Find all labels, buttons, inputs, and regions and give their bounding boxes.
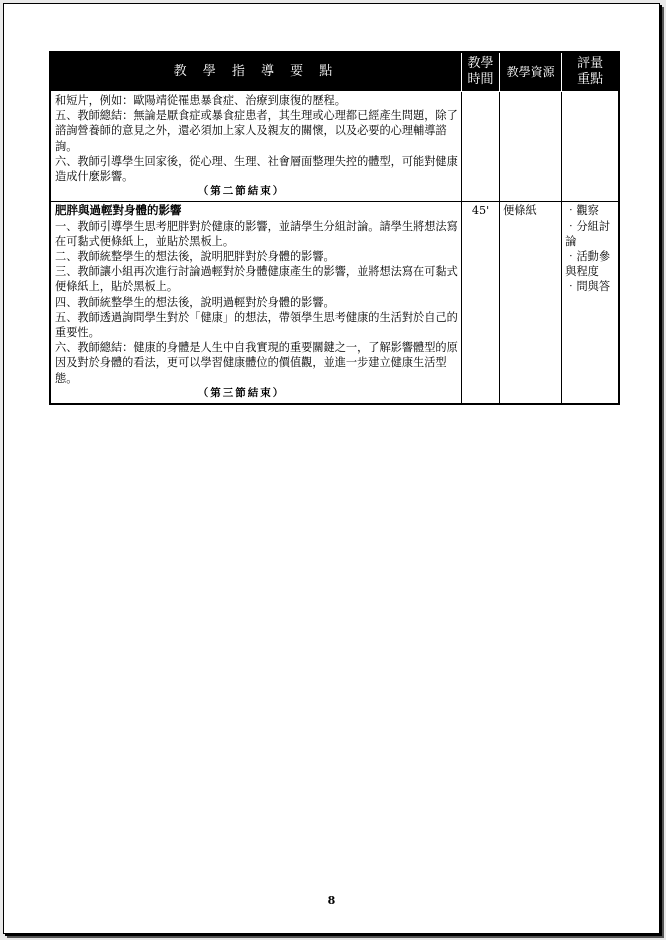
row2-time: 45' xyxy=(461,202,499,404)
eval-item: ‧觀察 xyxy=(565,204,599,218)
eval-item: ‧活動參與程度 xyxy=(565,250,611,279)
lesson-plan-table xyxy=(49,51,620,405)
row1-line-1: 和短片，例如：歐陽靖從罹患暴食症、治療到康復的歷程。 xyxy=(55,94,346,107)
table-row xyxy=(50,202,619,404)
row1-resource xyxy=(500,92,562,202)
row1-time xyxy=(461,92,499,202)
row2-line-3: 三、教師讓小組再次進行討論過輕對於身體健康產生的影響，並將想法寫在可黏式便條紙上，貼於黑板上。 xyxy=(55,265,458,294)
row1-eval xyxy=(562,92,619,202)
row2-line-6: 六、教師總結：健康的身體是人生中自我實現的重要關鍵之一，了解影響體型的原因及對於身體的看法，更可以學習健康體位的價值觀，並進一步建立健康生活型態。 xyxy=(55,341,458,385)
page-number: 8 xyxy=(327,894,336,907)
table-header-row xyxy=(50,52,619,92)
header-teaching-resources: 教學資源 xyxy=(500,52,562,92)
row2-line-5: 五、教師透過詢問學生對於「健康」的想法，帶領學生思考健康的生活對於自己的重要性。 xyxy=(55,310,458,340)
row1-content xyxy=(50,92,461,202)
section-title: 肥胖與過輕對身體的影響 xyxy=(55,203,182,218)
row2-line-4: 四、教師統整學生的想法後，說明過輕對於身體的影響。 xyxy=(55,295,335,309)
row2-line-1: 一、教師引導學生思考肥胖對於健康的影響，並請學生分組討論。請學生將想法寫在可黏式便條紙上，並貼於黑板上。 xyxy=(55,219,458,248)
header-teaching-points: 教 學 指 導 要 點 xyxy=(50,52,461,92)
row2-content xyxy=(50,202,461,404)
eval-item: ‧分組討論 xyxy=(565,219,611,248)
table-row xyxy=(50,92,619,202)
eval-item: ‧問與答 xyxy=(565,280,611,294)
header-teaching-time: 教學 時間 xyxy=(461,52,499,92)
section-end-mark: （第三節結束） xyxy=(197,386,286,399)
row2-line-2: 二、教師統整學生的想法後，說明肥胖對於身體的影響。 xyxy=(55,250,335,264)
row2-eval xyxy=(562,202,619,404)
header-assessment-focus: 評量 重點 xyxy=(562,52,619,92)
row1-line-2: 五、教師總結：無論是厭食症或暴食症患者，其生理或心理都已經產生問題，除了諮詢營養師的意見之外，還必須加上家人及親友的關懷，以及必要的心理輔導諮詢。 xyxy=(55,109,458,153)
row2-resource: 便條紙 xyxy=(500,202,562,404)
row1-line-3: 六、教師引導學生回家後，從心理、生理、社會層面整理失控的體型，可能對健康造成什麼影響。 xyxy=(55,154,458,184)
document-page xyxy=(3,3,660,934)
section-end-mark: （第二節結束） xyxy=(197,185,286,198)
